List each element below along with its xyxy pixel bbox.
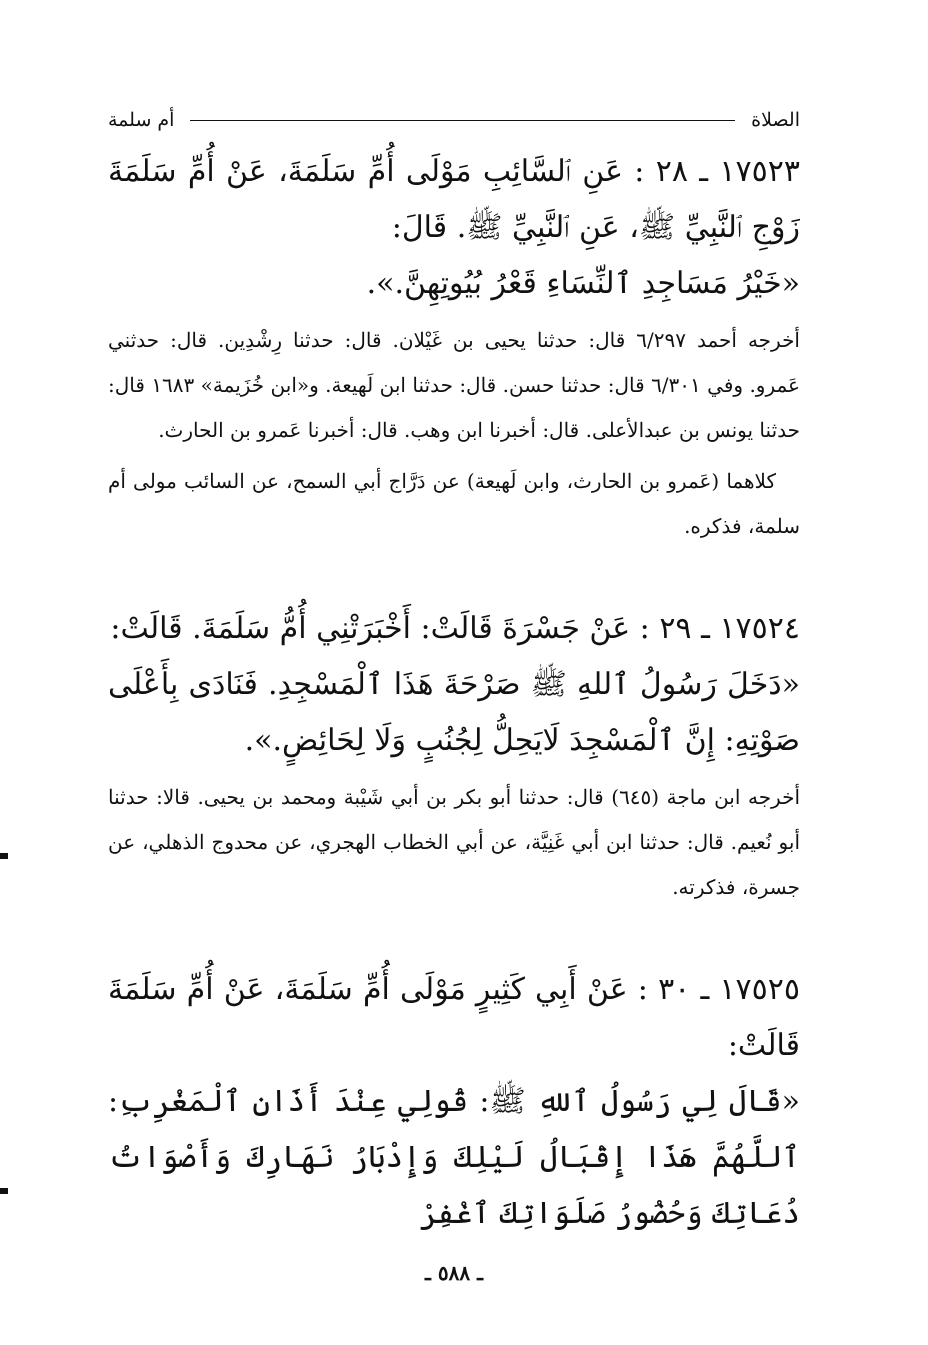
takhrij-paragraph: أخرجه أحمد ٦/٢٩٧ قال: حدثنا يحيى بن غَيْلان. قال: حدثنا رِشْدِين. قال: حدثني عَمرو. وفي ٦/٣٠١ قال: حدثنا حسن. قال: حدثنا ابن لَهيعة. و«ابن خُزَيمة» ١٦٨٣ قال: حدثنا يونس بن عبدالأعلى. قال: أخبرنا ابن وهب. قال: أخبرنا عَمرو بن الحارث. — [108, 328, 800, 442]
running-header — [108, 100, 800, 140]
hadith-text — [108, 601, 800, 769]
hadith-17523 — [108, 144, 800, 549]
hadith-text — [108, 962, 800, 1242]
hadith-intro: ١٧٥٢٤ ـ ٢٩ : عَنْ جَسْرَةَ قَالَتْ: أَخْبَرَتْنِي أُمُّ سَلَمَةَ. قَالَتْ: — [110, 611, 800, 646]
hadith-quote: «قَالَ لِي رَسُولُ ٱللهِ ﷺ: قُولِي عِنْدَ أَذَانِ ٱلْمَغْرِبِ: ٱللَّهُمَّ هَذَا إِقْبَالُ لَيْلِكَ وَإِدْبَارُ نَهَارِكَ وَأَصْوَاتُ دُعَاتِكَ وَحُضُورُ صَلَوَاتِكَ ٱغْفِرْ — [108, 1084, 800, 1231]
takhrij-paragraph: أخرجه ابن ماجة (٦٤٥) قال: حدثنا أبو بكر بن أبي شَيْبة ومحمد بن يحيى. قالا: حدثنا أبو نُعيم. قال: حدثنا ابن أبي غَنِيَّة، عن أبي الخطاب الهجري، عن محدوج الذهلي، عن جسرة، فذكرته. — [108, 785, 801, 899]
header-rule — [190, 120, 735, 121]
margin-mark-bottom — [0, 1188, 8, 1194]
book-page — [108, 100, 800, 1285]
hadith-17525 — [108, 962, 800, 1242]
author-title: أم سلمة — [108, 109, 175, 131]
page-number: ـ ٥٨٨ ـ — [425, 1261, 483, 1285]
chapter-title: الصلاة — [751, 109, 800, 131]
takhrij-paragraph: كلاهما (عَمرو بن الحارث، وابن لَهيعة) عن دَرَّاج أبي السمح، عن السائب مولى أم سلمة، فذكره. — [108, 469, 800, 538]
hadith-quote: «خَيْرُ مَسَاجِدِ ٱلنِّسَاءِ قَعْرُ بُيُوتِهِنَّ.». — [366, 266, 800, 301]
hadith-intro: ١٧٥٢٥ ـ ٣٠ : عَنْ أَبِي كَثِيرٍ مَوْلَى أُمِّ سَلَمَةَ، عَنْ أُمِّ سَلَمَةَ قَالَتْ: — [108, 972, 800, 1063]
hadith-text — [108, 144, 800, 312]
hadith-17524 — [108, 601, 800, 910]
hadith-intro: ١٧٥٢٣ ـ ٢٨ : عَنِ ٱلسَّائِبِ مَوْلَى أُمِّ سَلَمَةَ، عَنْ أُمِّ سَلَمَةَ زَوْجِ ٱلنَّبِيِّ ﷺ، عَنِ ٱلنَّبِيِّ ﷺ. قَالَ: — [108, 154, 800, 245]
hadith-quote: «دَخَلَ رَسُولُ ٱللهِ ﷺ صَرْحَةَ هَذَا ٱلْمَسْجِدِ. فَنَادَى بِأَعْلَى صَوْتِهِ: إِنَّ ٱلْمَسْجِدَ لَايَحِلُّ لِجُنُبٍ وَلَا لِحَائِضٍ.». — [108, 667, 800, 758]
margin-mark-top — [0, 853, 8, 859]
